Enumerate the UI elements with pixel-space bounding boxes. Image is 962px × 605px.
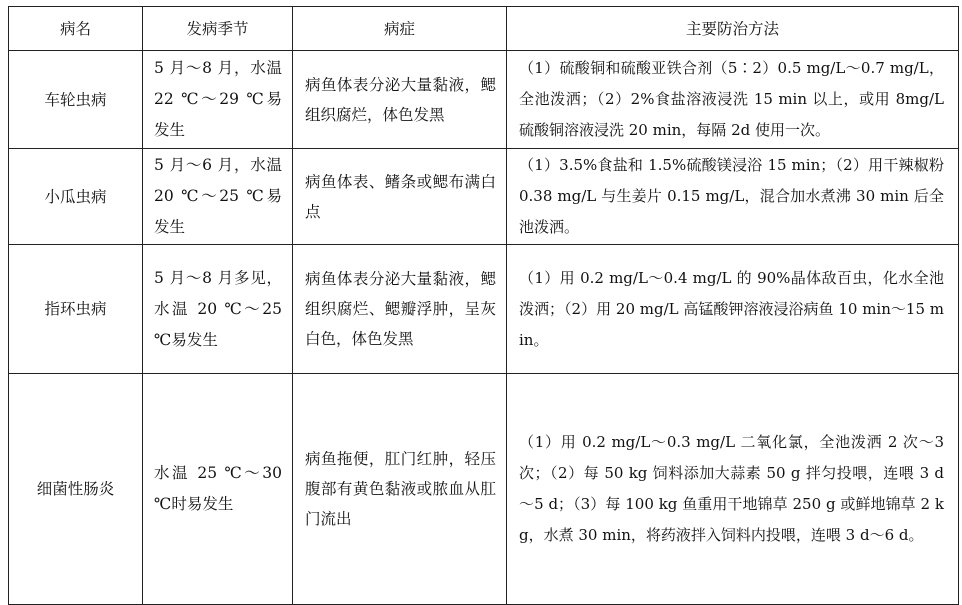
- symptom-cell: 病鱼拖便，肛门红肿，轻压腹部有黄色黏液或脓血从肛门流出: [293, 374, 507, 605]
- disease-name-cell: 细菌性肠炎: [9, 374, 143, 605]
- disease-name-cell: 小瓜虫病: [9, 149, 143, 245]
- season-cell: 5 月～8 月，水温 22 ℃～29 ℃易发生: [143, 51, 293, 149]
- header-prevention-methods: 主要防治方法: [507, 7, 959, 51]
- table-row: [9, 51, 959, 149]
- method-cell: （1）3.5%食盐和 1.5%硫酸镁浸浴 15 min；（2）用干辣椒粉 0.38 mg/L 与生姜片 0.15 mg/L，混合加水煮沸 30 min 后全池泼洒。: [507, 149, 959, 245]
- header-onset-season: 发病季节: [143, 7, 293, 51]
- disease-name-cell: 车轮虫病: [9, 51, 143, 149]
- table-row: [9, 149, 959, 245]
- symptom-cell: 病鱼体表、鳍条或鳃布满白点: [293, 149, 507, 245]
- season-cell: 5 月～8 月多见，水温 20 ℃～25 ℃易发生: [143, 245, 293, 374]
- method-cell: （1）硫酸铜和硫酸亚铁合剂（5∶2）0.5 mg/L～0.7 mg/L，全池泼洒；（2）2%食盐溶液浸洗 15 min 以上，或用 8mg/L 硫酸铜溶液浸洗 20 min，每隔 2d 使用一次。: [507, 51, 959, 149]
- method-cell: （1）用 0.2 mg/L～0.4 mg/L 的 90%晶体敌百虫，化水全池泼洒；（2）用 20 mg/L 高锰酸钾溶液浸浴病鱼 10 min～15 min。: [507, 245, 959, 374]
- season-cell: 水温 25 ℃～30 ℃时易发生: [143, 374, 293, 605]
- header-symptoms: 病症: [293, 7, 507, 51]
- symptom-cell: 病鱼体表分泌大量黏液，鳃组织腐烂，体色发黑: [293, 51, 507, 149]
- symptom-cell: 病鱼体表分泌大量黏液，鳃组织腐烂、鳃瓣浮肿，呈灰白色，体色发黑: [293, 245, 507, 374]
- disease-name-cell: 指环虫病: [9, 245, 143, 374]
- table-row: [9, 245, 959, 374]
- header-disease-name: 病名: [9, 7, 143, 51]
- method-cell: （1）用 0.2 mg/L～0.3 mg/L 二氧化氯，全池泼洒 2 次～3 次；（2）每 50 kg 饲料添加大蒜素 50 g 拌匀投喂，连喂 3 d～5 d；（3）每 100 kg 鱼重用干地锦草 250 g 或鲜地锦草 2 kg，水煮 30 min，将药液拌入饲料内投喂，连喂 3 d～6 d。: [507, 374, 959, 605]
- season-cell: 5 月～6 月，水温 20 ℃～25 ℃易发生: [143, 149, 293, 245]
- disease-prevention-table: [8, 6, 959, 605]
- table-header-row: [9, 7, 959, 51]
- table-row: [9, 374, 959, 605]
